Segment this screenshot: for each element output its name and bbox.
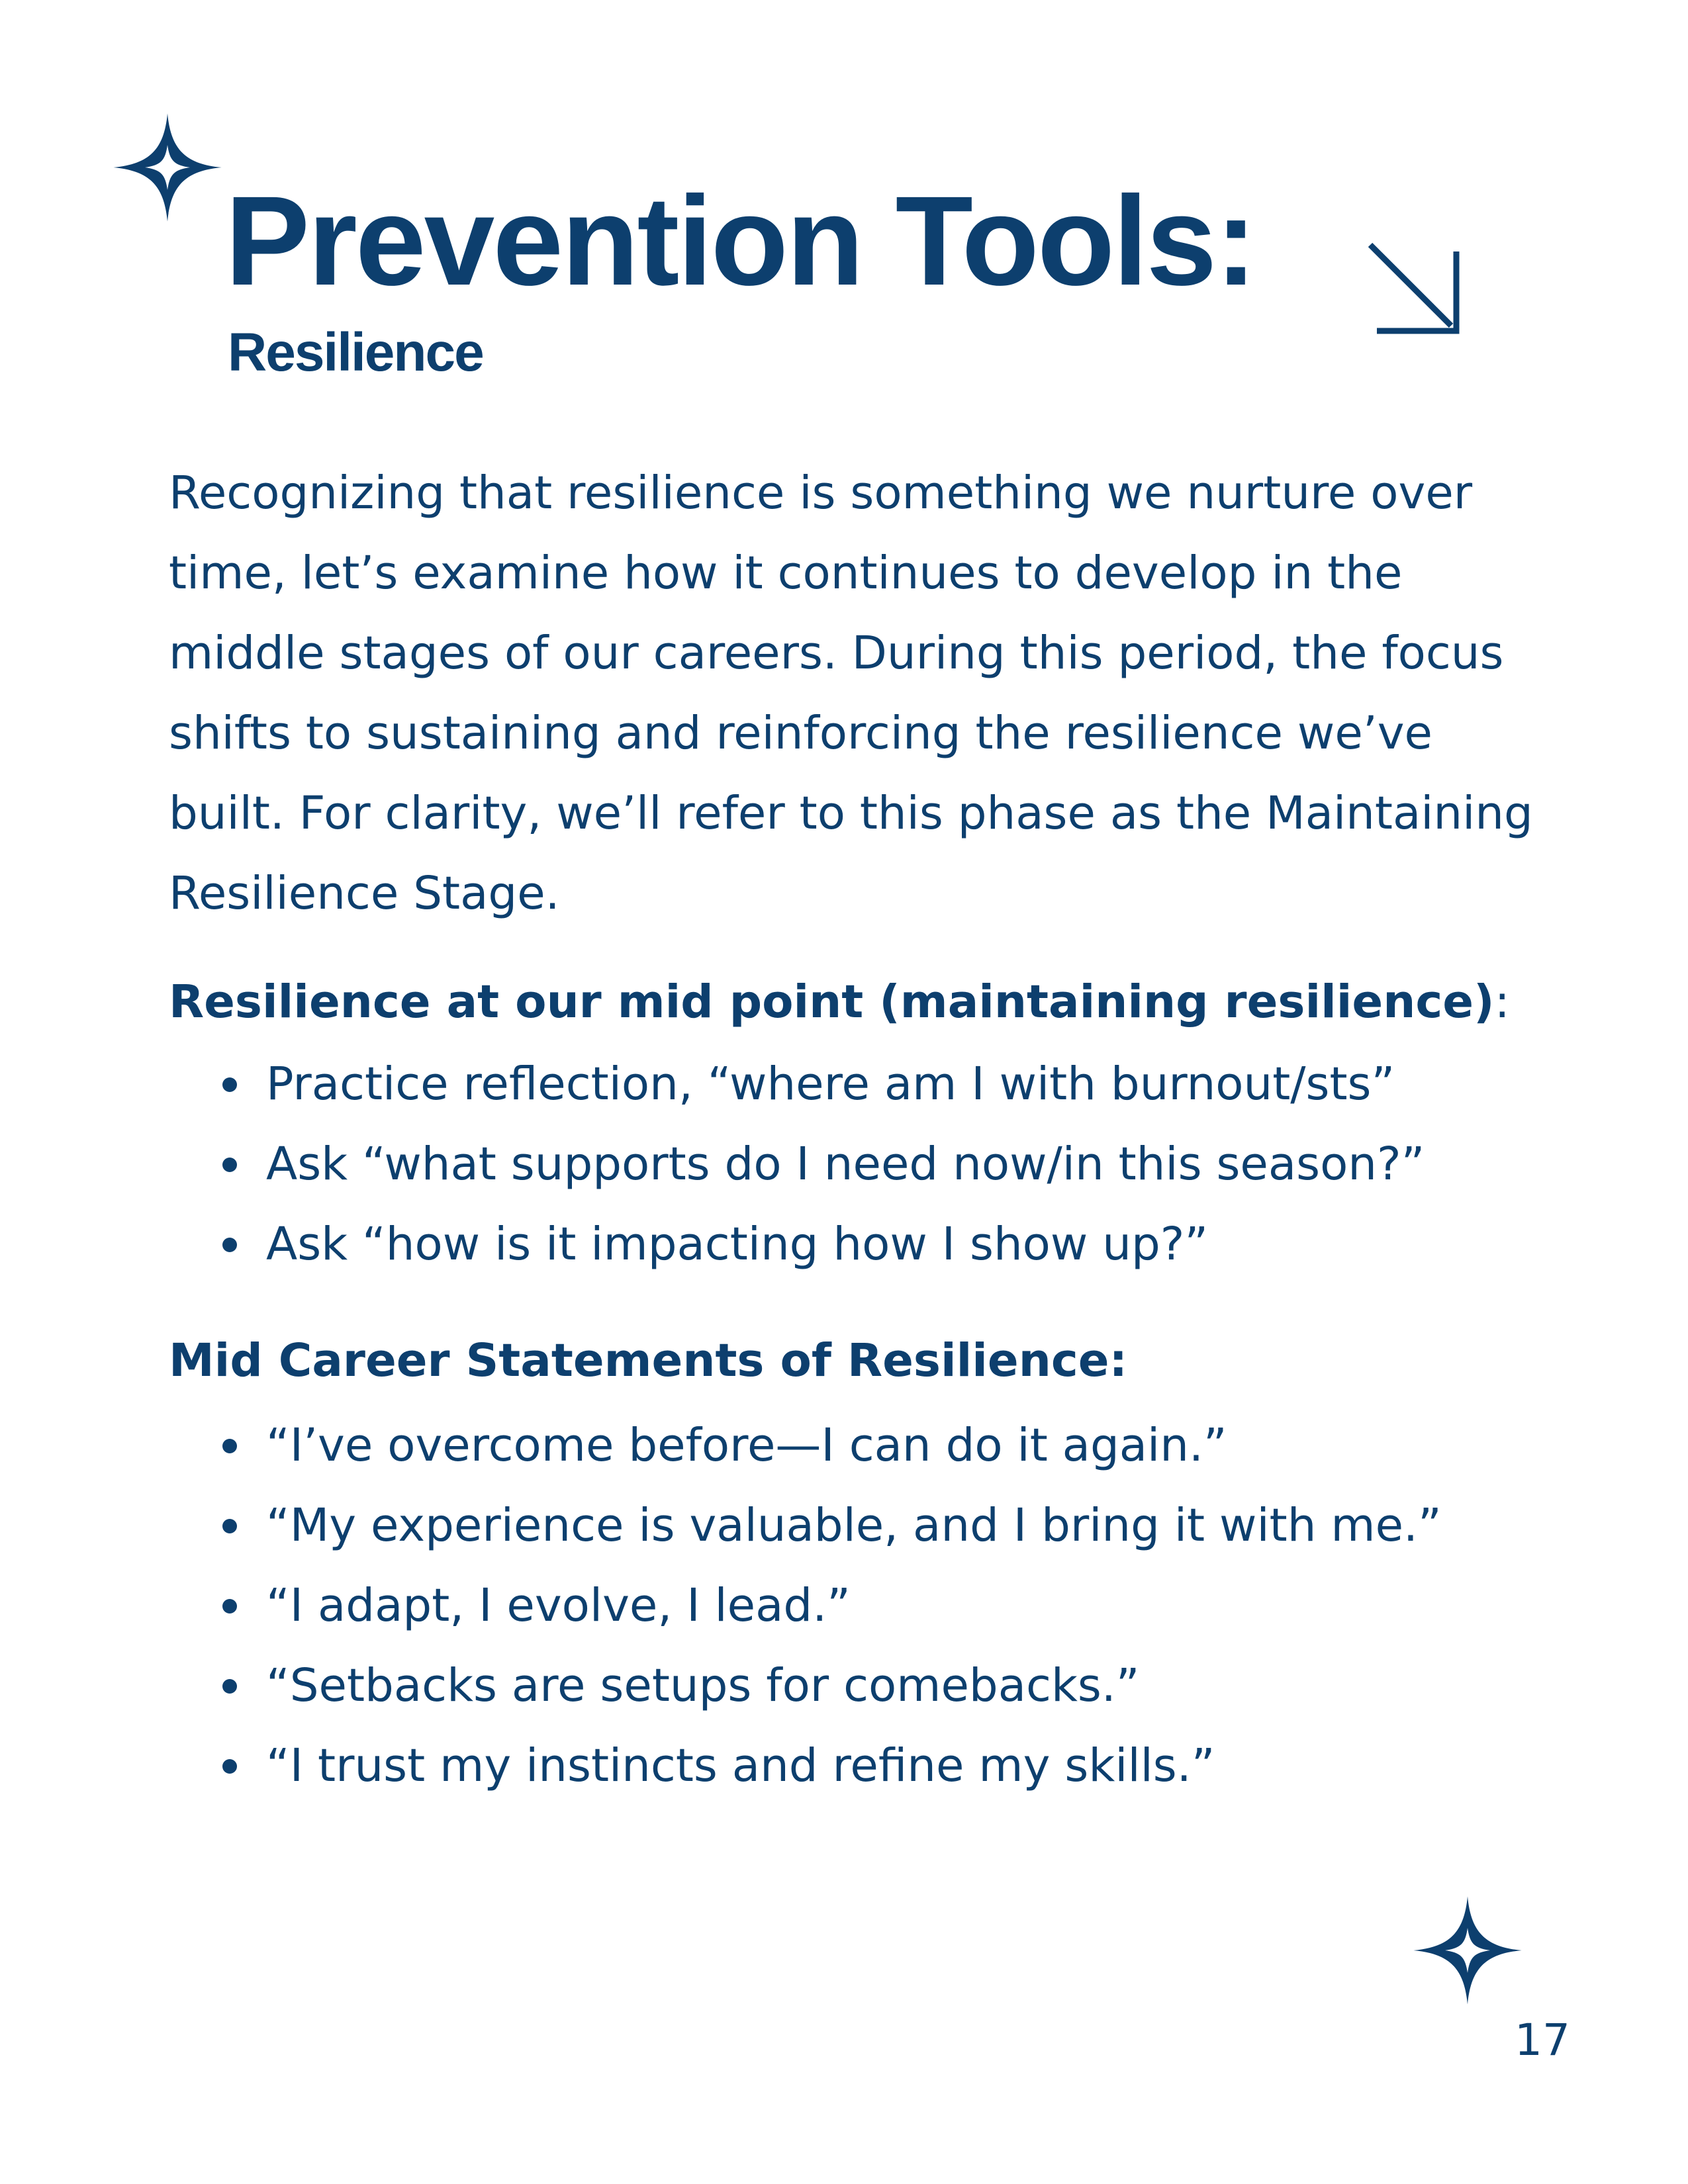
page-number: 17 xyxy=(1515,2015,1570,2066)
section-heading-text: Resilience at our mid point (maintaining resilience) xyxy=(169,976,1495,1028)
list-item xyxy=(218,1726,1442,1806)
list-item-text: Practice reflection, “where am I with burnout/sts” xyxy=(266,1058,1395,1111)
list-item-text: Ask “what supports do I need now/in this season?” xyxy=(266,1138,1425,1191)
intro-paragraph: Recognizing that resilience is something we nurture over time, let’s examine how it continues to develop in the middle stages of our careers. During this period, the focus shifts to sustaining and reinforcing the resilience we’ve built. For clarity, we’ll refer to this phase as the Maintaining Resilience Stage. xyxy=(169,467,1533,920)
list-item-text: Ask “how is it impacting how I show up?” xyxy=(266,1218,1209,1271)
list-item xyxy=(218,1646,1442,1726)
bullet-icon xyxy=(222,1759,237,1774)
section-heading-maintaining xyxy=(169,976,1510,1028)
page-subtitle: Resilience xyxy=(228,322,483,383)
sparkle-icon xyxy=(111,111,224,224)
page-title: Prevention Tools: xyxy=(225,169,1256,312)
bullet-icon xyxy=(222,1519,237,1533)
list-item-text: “Setbacks are setups for comebacks.” xyxy=(266,1659,1140,1712)
bullet-icon xyxy=(222,1077,237,1092)
list-item-text: “I’ve overcome before—I can do it again.” xyxy=(266,1419,1227,1472)
section-heading-suffix: : xyxy=(1494,976,1510,1028)
list-item-text: “I trust my instincts and refine my skills.” xyxy=(266,1739,1215,1792)
bullet-icon xyxy=(222,1439,237,1453)
section-heading-statements: Mid Career Statements of Resilience: xyxy=(169,1334,1128,1387)
list-item-text: “My experience is valuable, and I bring it with me.” xyxy=(266,1499,1442,1552)
list-item xyxy=(218,1124,1425,1205)
bullet-icon xyxy=(222,1238,237,1252)
list-item xyxy=(218,1566,1442,1646)
statements-list xyxy=(218,1406,1442,1806)
list-item xyxy=(218,1205,1425,1285)
sparkle-icon xyxy=(1411,1894,1524,2007)
list-item xyxy=(218,1406,1442,1486)
bullet-icon xyxy=(222,1679,237,1694)
bullet-icon xyxy=(222,1158,237,1172)
arrow-down-right-icon xyxy=(1364,238,1463,338)
list-item xyxy=(218,1044,1425,1124)
list-item-text: “I adapt, I evolve, I lead.” xyxy=(266,1579,851,1632)
bullet-icon xyxy=(222,1599,237,1614)
list-item xyxy=(218,1486,1442,1566)
maintaining-list xyxy=(218,1044,1425,1285)
